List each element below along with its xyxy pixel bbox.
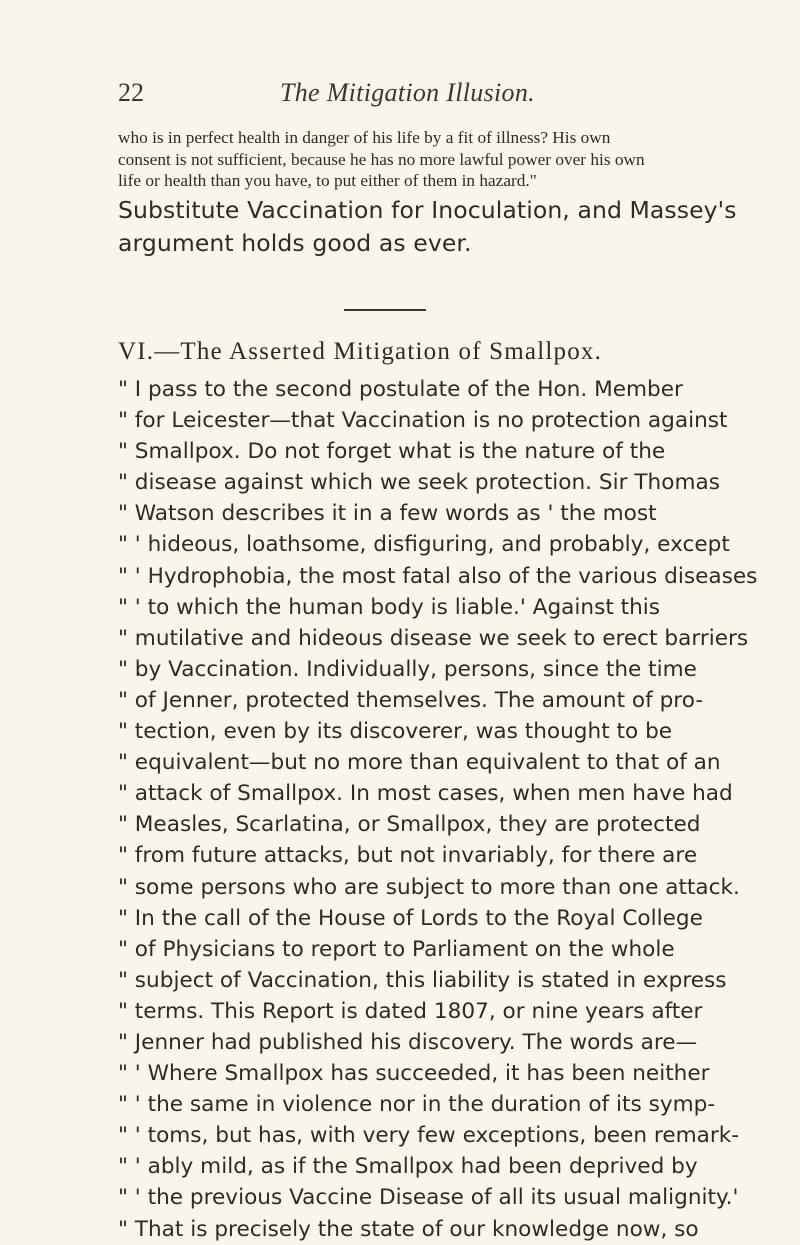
text-line: " of Jenner, protected themselves. The amount of pro- (118, 687, 704, 713)
text-line: " That is precisely the state of our knowledge now, so (118, 1216, 699, 1242)
text-line: consent is not sufficient, because he has no more lawful power over his own (118, 149, 645, 169)
text-line: Substitute Vaccination for Inoculation, and Massey's (118, 196, 737, 224)
text-line: " tection, even by its discoverer, was thought to be (118, 719, 673, 745)
section-heading: VI.—The Asserted Mitigation of Smallpox. (118, 338, 603, 365)
text-line: " ' Where Smallpox has succeeded, it has been neither (118, 1061, 710, 1087)
text-line: " terms. This Report is dated 1807, or nine years after (118, 998, 703, 1024)
page-header (118, 78, 728, 114)
text-line: " ' the same in violence nor in the duration of its symp- (118, 1092, 716, 1118)
text-line: " ' hideous, loathsome, disfiguring, and probably, except (118, 532, 730, 558)
text-line: " mutilative and hideous disease we seek to erect barriers (118, 625, 749, 651)
text-line: " some persons who are subject to more than one attack. (118, 874, 740, 900)
page-number: 22 (118, 78, 144, 107)
running-title: The Mitigation Illusion. (280, 78, 535, 107)
text-line: life or health than you have, to put either of them in hazard." (118, 171, 537, 190)
section-divider (344, 309, 426, 311)
text-line: argument holds good as ever. (118, 229, 472, 257)
text-line: " disease against which we seek protection. Sir Thomas (118, 470, 720, 496)
text-line: " Smallpox. Do not forget what is the nature of the (118, 439, 666, 465)
text-line: " attack of Smallpox. In most cases, when men have had (118, 781, 733, 807)
text-line: " from future attacks, but not invariably, for there are (118, 843, 698, 869)
text-line: " Watson describes it in a few words as ' the most (118, 501, 657, 527)
text-line: " ' to which the human body is liable.' Against this (118, 594, 661, 620)
text-line: " ' Hydrophobia, the most fatal also of the various diseases (118, 563, 758, 589)
text-line: " for Leicester—that Vaccination is no protection against (118, 408, 728, 434)
continued-paragraph (118, 127, 738, 192)
text-line: " subject of Vaccination, this liability is stated in express (118, 967, 727, 993)
text-line: who is in perfect health in danger of his life by a fit of illness? His own (118, 128, 611, 147)
text-line: " ' the previous Vaccine Disease of all its usual malignity.' (118, 1185, 739, 1211)
quoted-speech (118, 374, 778, 1245)
text-line: " I pass to the second postulate of the Hon. Member (118, 377, 683, 402)
text-line: " In the call of the House of Lords to the Royal College (118, 905, 703, 931)
text-line: " equivalent—but no more than equivalent to that of an (118, 750, 721, 776)
text-line: " Jenner had published his discovery. The words are— (118, 1029, 698, 1055)
summary-paragraph (118, 194, 758, 260)
text-line: " of Physicians to report to Parliament on the whole (118, 936, 675, 962)
text-line: " by Vaccination. Individually, persons, since the time (118, 656, 697, 682)
text-line: " Measles, Scarlatina, or Smallpox, they are protected (118, 812, 701, 838)
text-line: " ' ably mild, as if the Smallpox had been deprived by (118, 1154, 698, 1180)
text-line: " ' toms, but has, with very few exceptions, been remark- (118, 1123, 740, 1149)
